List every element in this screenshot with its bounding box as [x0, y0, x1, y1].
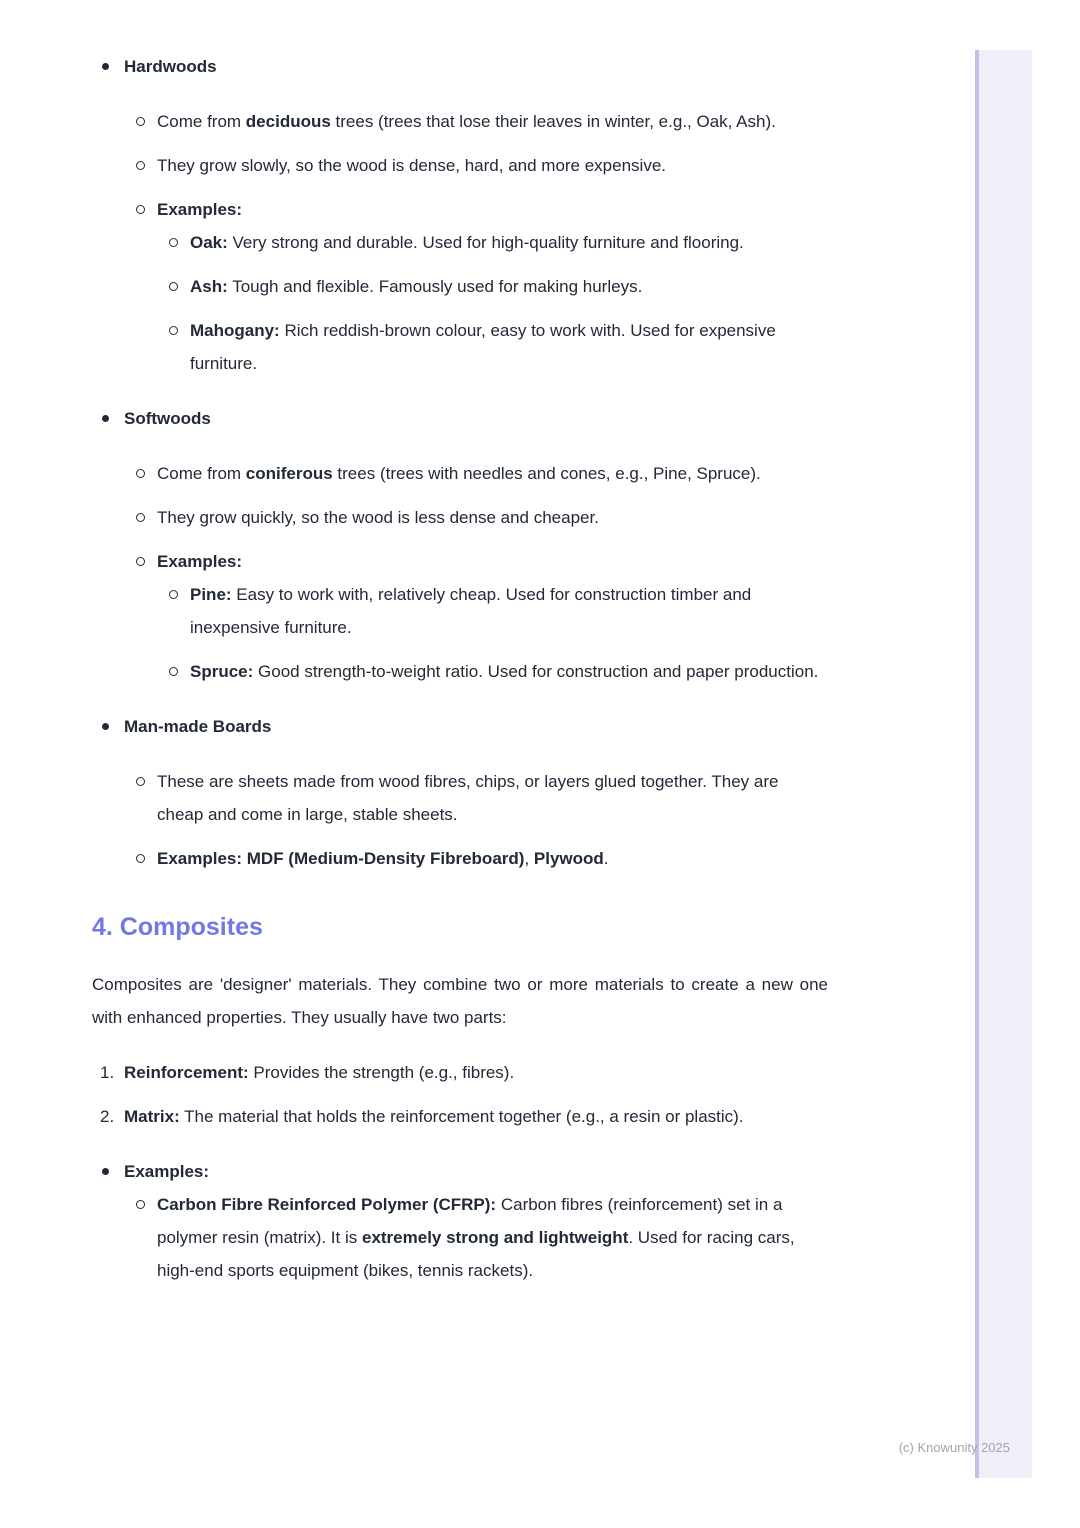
list-item — [124, 105, 828, 138]
wood-section-items — [124, 765, 828, 875]
text: Very strong and durable. Used for high-quality furniture and flooring. — [227, 233, 744, 252]
wood-section — [92, 50, 828, 380]
text: Good strength-to-weight ratio. Used for construction and paper production. — [253, 662, 819, 681]
intro-paragraph: Composites are 'designer' materials. They combine two or more materials to create a new one with enhanced properties. They usually have two parts: — [92, 975, 828, 1027]
text: Come from — [157, 112, 246, 131]
wood-example-items — [157, 226, 828, 380]
wood-section-title: Softwoods — [124, 409, 211, 428]
bold-text: Ash: — [190, 277, 228, 296]
list-item — [157, 226, 828, 259]
bold-text: Mahogany: — [190, 321, 280, 340]
text: trees (trees that lose their leaves in winter, e.g., Oak, Ash). — [330, 112, 776, 131]
text: . Used for racing cars, high-end sports equipment (bikes, tennis rackets). — [157, 1228, 795, 1280]
list-item — [124, 501, 828, 534]
wood-section-title: Hardwoods — [124, 57, 217, 76]
text: They grow quickly, so the wood is less dense and cheaper. — [157, 508, 599, 527]
text: Easy to work with, relatively cheap. Used for construction timber and inexpensive furniture. — [190, 585, 752, 637]
examples-items — [124, 1188, 828, 1287]
bold-text: Pine: — [190, 585, 232, 604]
text: , — [524, 849, 534, 868]
sidebar-accent-bar — [975, 50, 1032, 1478]
wood-list — [92, 50, 828, 875]
bold-text: coniferous — [245, 464, 333, 483]
text: Carbon fibres (reinforcement) set in a polymer resin (matrix). It is — [157, 1195, 783, 1247]
list-item — [124, 765, 828, 831]
list-item — [124, 193, 828, 380]
bold-text: Examples: — [157, 552, 243, 571]
text: Tough and flexible. Famously used for making hurleys. — [227, 277, 643, 296]
text: . — [603, 849, 609, 868]
list-item — [157, 655, 828, 688]
bold-text: Plywood — [533, 849, 604, 868]
text: Rich reddish-brown colour, easy to work with. Used for expensive furniture. — [190, 321, 776, 373]
notes-content — [92, 50, 828, 1287]
text: The material that holds the reinforcement together (e.g., a resin or plastic). — [179, 1107, 744, 1126]
copyright-watermark: (c) Knowunity 2025 — [898, 1440, 1010, 1455]
wood-section — [92, 710, 828, 875]
list-item — [124, 149, 828, 182]
text: They grow slowly, so the wood is dense, hard, and more expensive. — [157, 156, 667, 175]
wood-section — [92, 402, 828, 688]
text: Come from — [157, 464, 246, 483]
bold-text: extremely strong and lightweight — [361, 1228, 629, 1247]
text: Provides the strength (e.g., fibres). — [248, 1063, 515, 1082]
composites-numbered-list — [92, 1056, 828, 1133]
text: These are sheets made from wood fibres, chips, or layers glued together. They are cheap and come in large, stable sheets. — [157, 772, 779, 824]
wood-section-items — [124, 105, 828, 380]
text: trees (trees with needles and cones, e.g., Pine, Spruce). — [332, 464, 761, 483]
list-item — [92, 1056, 828, 1089]
list-item — [124, 457, 828, 490]
wood-section-title: Man-made Boards — [124, 717, 272, 736]
examples-list — [92, 1155, 828, 1287]
list-item — [92, 1100, 828, 1133]
bold-text: Carbon Fibre Reinforced Polymer (CFRP): — [157, 1195, 497, 1214]
list-item — [92, 1155, 828, 1287]
list-item — [124, 1188, 828, 1287]
wood-section-items — [124, 457, 828, 688]
list-item — [157, 270, 828, 303]
bold-text: Examples: MDF (Medium-Density Fibreboard) — [157, 849, 525, 868]
wood-example-items — [157, 578, 828, 688]
list-item — [124, 842, 828, 875]
list-item — [157, 578, 828, 644]
bold-text: deciduous — [245, 112, 331, 131]
section-heading: 4. Composites — [92, 913, 263, 941]
bold-text: Spruce: — [190, 662, 254, 681]
bold-text: Reinforcement: — [124, 1063, 249, 1082]
examples-label: Examples: — [124, 1162, 210, 1181]
list-item — [157, 314, 828, 380]
bold-text: Matrix: — [124, 1107, 180, 1126]
list-item — [124, 545, 828, 688]
bold-text: Examples: — [157, 200, 243, 219]
bold-text: Oak: — [190, 233, 228, 252]
